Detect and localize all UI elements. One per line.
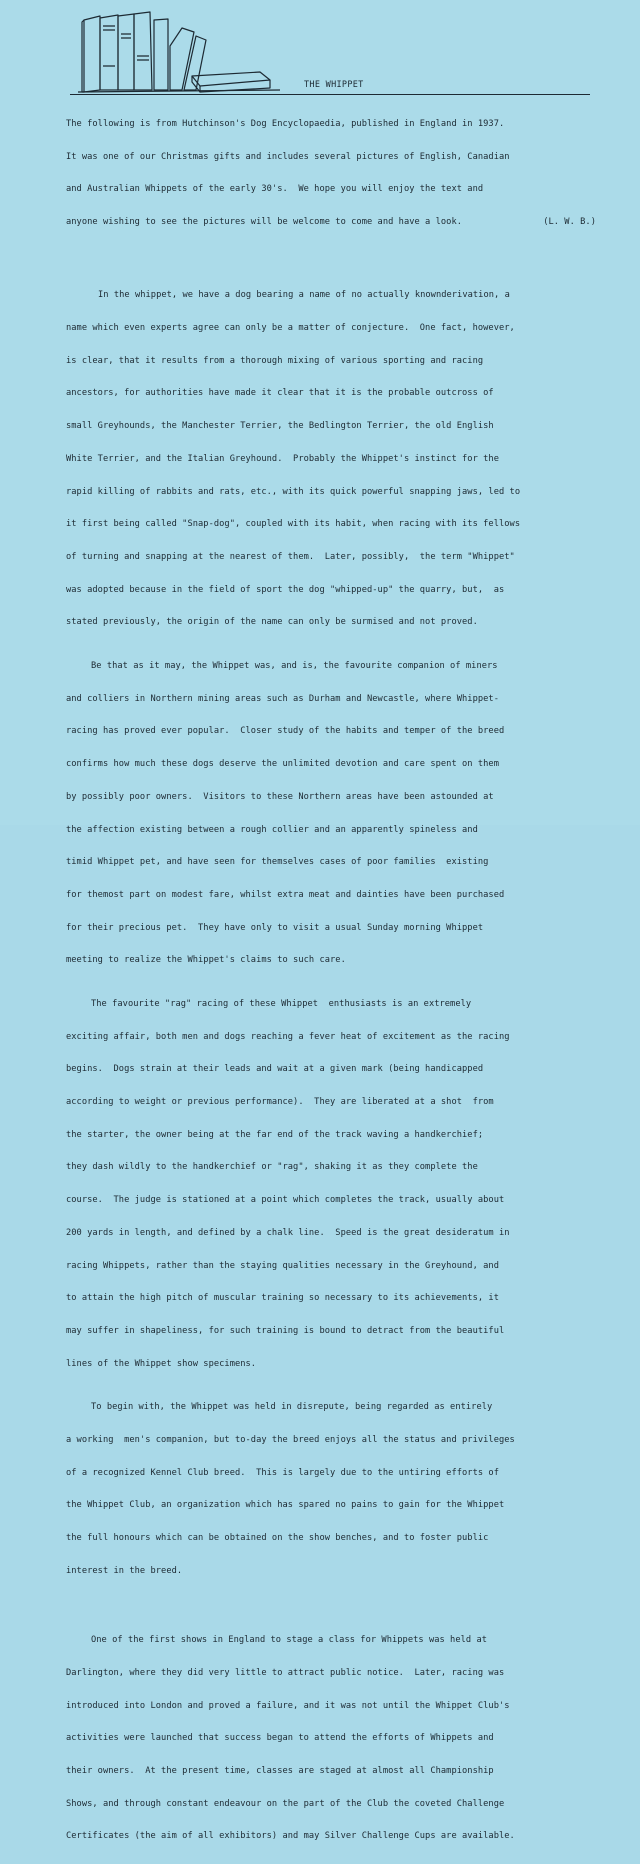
paragraph-line: activities were launched that success began to attend the efforts of Whippets and [66,1733,494,1744]
paragraph-line: In the whippet, we have a dog bearing a name of no actually knownderivation, a [98,290,510,301]
document-body [66,97,596,1864]
paragraph-line: White Terrier, and the Italian Greyhound. Probably the Whippet's instinct for the [66,453,499,464]
paragraph-line: according to weight or previous performance). They are liberated at a shot from [66,1097,494,1108]
paragraph-line: for themost part on modest fare, whilst extra meat and dainties have been purchased [66,889,505,900]
paragraph-gap [66,1598,596,1602]
paragraph-line: the starter, the owner being at the far end of the track waving a handkerchief; [66,1129,484,1140]
paragraph-line: stated previously, the origin of the name can only be surmised and not proved. [66,617,478,628]
paragraph-line: by possibly poor owners. Visitors to these Northern areas have been astounded at [66,791,494,802]
paragraph-line: the full honours which can be obtained on the show benches, and to foster public [66,1533,489,1544]
paragraph-line: is clear, that it results from a thorough mixing of various sporting and racing [66,355,484,366]
intro-line: The following is from Hutchinson's Dog Encyclopaedia, published in England in 1937. [66,118,505,129]
intro-line [66,217,596,228]
paragraph-line: it first being called "Snap-dog", coupled with its habit, when racing with its fellows [66,519,521,530]
paragraph-line: was adopted because in the field of sport the dog "whipped-up" the quarry, but, as [66,584,505,595]
document-title: THE WHIPPET [304,80,364,90]
paragraph-line: of a recognized Kennel Club breed. This is largely due to the untiring efforts of [66,1467,499,1478]
paragraph-line: the affection existing between a rough collier and an apparently spineless and [66,824,478,835]
paragraph-line: rapid killing of rabbits and rats, etc., with its quick powerful snapping jaws, led to [66,486,521,497]
paragraph-line: ancestors, for authorities have made it clear that it is the probable outcross of [66,388,494,399]
paragraph-line: To begin with, the Whippet was held in disrepute, being regarded as entirely [91,1402,493,1413]
paragraph-line: timid Whippet pet, and have seen for themselves cases of poor families existing [66,857,489,868]
paragraph-line: lines of the Whippet show specimens. [66,1358,257,1369]
paragraph-line: for their precious pet. They have only to visit a usual Sunday morning Whippet [66,922,484,933]
paragraph-line: exciting affair, both men and dogs reaching a fever heat of excitement as the racing [66,1031,510,1042]
paragraph-line: course. The judge is stationed at a point which completes the track, usually about [66,1195,505,1206]
intro-line: and Australian Whippets of the early 30's. We hope you will enjoy the text and [66,184,484,195]
paragraph-line: Certificates (the aim of all exhibitors) and may Silver Challenge Cups are available. [66,1831,515,1842]
paragraph-line: racing Whippets, rather than the staying qualities necessary in the Greyhound, and [66,1260,499,1271]
paragraph-line: may suffer in shapeliness, for such training is bound to detract from the beautiful [66,1325,505,1336]
intro-line: It was one of our Christmas gifts and includes several pictures of English, Canadian [66,151,510,162]
paragraph-line: and colliers in Northern mining areas such as Durham and Newcastle, where Whippet- [66,693,499,704]
paragraph-line: racing has proved ever popular. Closer study of the habits and temper of the breed [66,726,505,737]
paragraph-line: interest in the breed. [66,1565,183,1576]
books-illustration [70,6,300,96]
paragraph-line: meeting to realize the Whippet's claims to such care. [66,955,346,966]
paragraph-line: Shows, and through constant endeavour on the part of the Club the coveted Challenge [66,1798,505,1809]
paragraph-line: 200 yards in length, and defined by a chalk line. Speed is the great desideratum in [66,1227,510,1238]
intro-line-text: anyone wishing to see the pictures will be welcome to come and have a look. [66,216,463,227]
paragraph-line: their owners. At the present time, classes are staged at almost all Championship [66,1766,494,1777]
paragraph-line: Be that as it may, the Whippet was, and is, the favourite companion of miners [91,660,498,671]
title-rule [70,94,590,95]
paragraph-line: Darlington, where they did very little to attract public notice. Later, racing was [66,1667,505,1678]
paragraph-line: introduced into London and proved a failure, and it was not until the Whippet Club's [66,1700,510,1711]
paragraph-line: small Greyhounds, the Manchester Terrier, the Bedlington Terrier, the old English [66,421,494,432]
paragraph-gap [66,250,596,258]
paragraph-line: confirms how much these dogs deserve the unlimited devotion and care spent on them [66,759,499,770]
paragraph-line: The favourite "rag" racing of these Whippet enthusiasts is an extremely [91,998,472,1009]
intro-signature: (L. W. B.) [543,216,596,227]
paragraph-line: the Whippet Club, an organization which has spared no pains to gain for the Whippet [66,1500,505,1511]
paragraph-line: to attain the high pitch of muscular training so necessary to its achievements, it [66,1293,499,1304]
paragraph-line: of turning and snapping at the nearest of them. Later, possibly, the term "Whippet" [66,551,515,562]
paragraph-line: One of the first shows in England to stage a class for Whippets was held at [91,1635,488,1646]
paragraph-line: begins. Dogs strain at their leads and wait at a given mark (being handicapped [66,1064,484,1075]
paragraph-line: a working men's companion, but to-day the breed enjoys all the status and privileges [66,1434,515,1445]
paragraph-line: they dash wildly to the handkerchief or "rag", shaking it as they complete the [66,1162,478,1173]
paragraph-line: name which even experts agree can only be a matter of conjecture. One fact, however, [66,323,515,334]
